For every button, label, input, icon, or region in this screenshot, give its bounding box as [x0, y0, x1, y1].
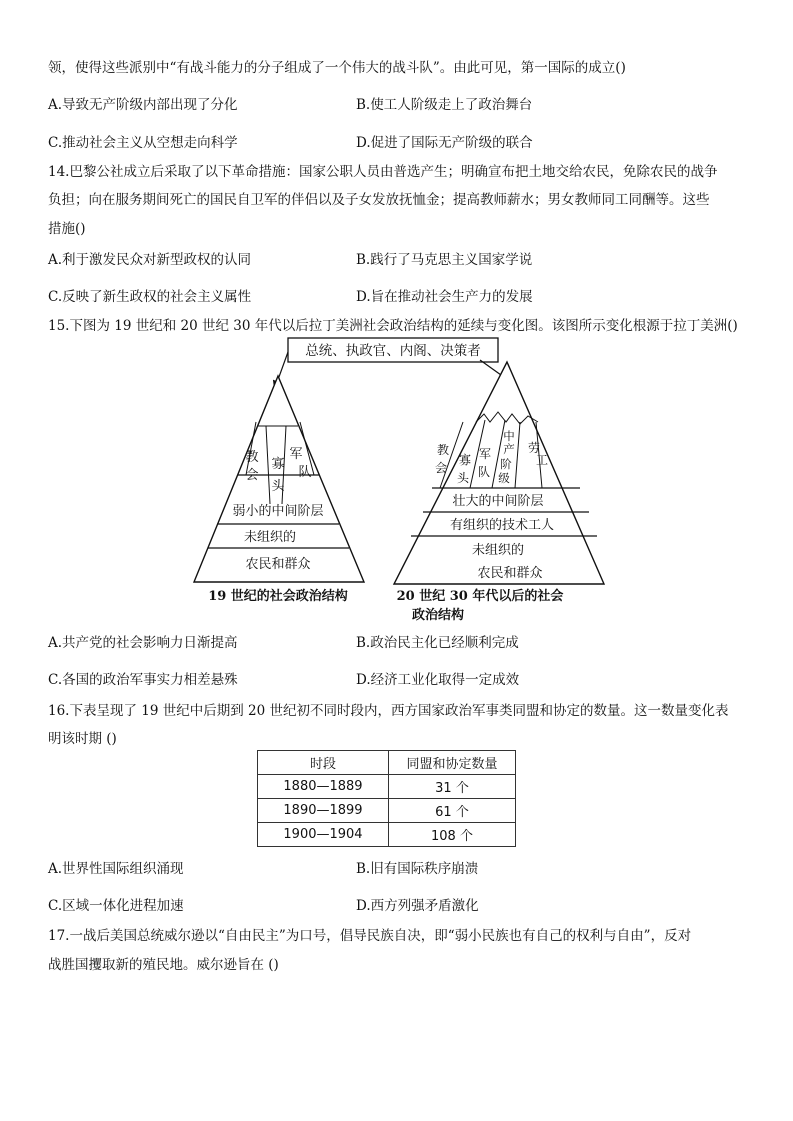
left-army-2: 队: [298, 465, 312, 480]
right-caption-line-1: 20 世纪 30 年代以后的社会: [396, 589, 564, 604]
right-workers-label: 有组织的技术工人: [449, 518, 555, 533]
right-caption-line-2: 政治结构: [411, 608, 465, 623]
q15-option-a[interactable]: A.共产党的社会影响力日渐提高: [48, 635, 238, 651]
q14-option-a[interactable]: A.利于激发民众对新型政权的认同: [48, 252, 252, 268]
top-box-label: 总统、执政官、内阁、决策者: [305, 343, 481, 359]
right-church-2: 会: [434, 461, 448, 475]
right-middle-class-4: 级: [498, 471, 510, 485]
alliance-table: [257, 750, 516, 847]
table-row: [258, 823, 516, 847]
q13-option-a[interactable]: A.导致无产阶级内部出现了分化: [48, 97, 238, 113]
q15-option-b[interactable]: B.政治民主化已经顺利完成: [356, 635, 519, 651]
q13-option-b[interactable]: B.使工人阶级走上了政治舞台: [356, 97, 533, 113]
table-cell: 108 个: [389, 823, 516, 847]
social-structure-diagram: [180, 336, 620, 626]
right-bottom-line-1: 未组织的: [471, 543, 525, 558]
table-cell: 1900—1904: [258, 823, 389, 847]
q16-option-c[interactable]: C.区域一体化进程加速: [48, 898, 184, 914]
q15-option-c[interactable]: C.各国的政治军事实力相差悬殊: [48, 672, 238, 688]
q16-option-a[interactable]: A.世界性国际组织涌现: [48, 861, 184, 877]
right-oligarch-2: 头: [456, 471, 470, 485]
q13-stem-tail: 领，使得这些派别中“有战斗能力的分子组成了一个伟大的战斗队”。由此可见，第一国际的成立(): [48, 60, 626, 76]
right-army-2: 队: [477, 465, 491, 479]
table-cell: 1890—1899: [258, 799, 389, 823]
right-church-1: 教: [436, 443, 450, 457]
q14-stem-line-3: 措施(): [48, 221, 86, 237]
left-bottom-line-2: 农民和群众: [245, 557, 311, 572]
q13-option-d[interactable]: D.促进了国际无产阶级的联合: [356, 135, 533, 151]
right-oligarch-1: 寡: [458, 453, 472, 467]
left-oligarch-2: 头: [271, 479, 285, 494]
right-labor-1: 劳: [527, 441, 541, 455]
table-row: [258, 799, 516, 823]
right-army-1: 军: [478, 447, 492, 461]
q16-stem-line-2: 明该时期 (): [48, 731, 117, 747]
table-header: 时段: [258, 751, 389, 775]
left-bottom-line-1: 未组织的: [243, 530, 297, 545]
right-bottom-line-2: 农民和群众: [477, 566, 543, 581]
left-army-1: 军: [289, 447, 303, 462]
table-cell: 31 个: [389, 775, 516, 799]
q16-stem-line-1: 16.下表呈现了 19 世纪中后期到 20 世纪初不同时段内，西方国家政治军事类同盟和协定的数量。这一数量变化表: [48, 703, 729, 719]
q16-option-b[interactable]: B.旧有国际秩序崩溃: [356, 861, 479, 877]
q14-option-d[interactable]: D.旨在推动社会生产力的发展: [356, 289, 533, 305]
left-oligarch-1: 寡: [271, 457, 285, 472]
right-middle-class-1: 中: [503, 429, 515, 443]
q17-stem-line-1: 17.一战后美国总统威尔逊以“自由民主”为口号，倡导民族自决，即“弱小民族也有自己的权利与自由”，反对: [48, 928, 692, 944]
table-header-row: [258, 751, 516, 775]
q17-stem-line-2: 战胜国攫取新的殖民地。威尔逊旨在 (): [48, 957, 279, 973]
table-cell: 61 个: [389, 799, 516, 823]
q14-option-c[interactable]: C.反映了新生政权的社会主义属性: [48, 289, 252, 305]
q13-option-c[interactable]: C.推动社会主义从空想走向科学: [48, 135, 238, 151]
q15-option-d[interactable]: D.经济工业化取得一定成效: [356, 672, 520, 688]
right-labor-2: 工: [535, 453, 549, 467]
q14-stem-line-2: 负担；向在服务期间死亡的国民自卫军的伴侣以及子女发放抚恤金；提高教师薪水；男女教师同工同酬等。这些: [48, 192, 710, 208]
q15-stem: 15.下图为 19 世纪和 20 世纪 30 年代以后拉丁美洲社会政治结构的延续与变化图。该图所示变化根源于拉丁美洲(): [48, 318, 738, 334]
q14-stem-line-1: 14.巴黎公社成立后采取了以下革命措施：国家公职人员由普选产生；明确宣布把土地交给农民，免除农民的战争: [48, 164, 718, 180]
left-caption: 19 世纪的社会政治结构: [208, 589, 348, 604]
left-church-2: 会: [245, 468, 259, 483]
right-middle-class-2: 产: [503, 442, 515, 456]
table-row: [258, 775, 516, 799]
right-middle-class-3: 阶: [500, 457, 512, 471]
right-middle-label: 壮大的中间阶层: [452, 494, 544, 509]
table-header: 同盟和协定数量: [389, 751, 516, 775]
left-church-1: 教: [245, 450, 259, 465]
q16-option-d[interactable]: D.西方列强矛盾激化: [356, 898, 479, 914]
q14-option-b[interactable]: B.践行了马克思主义国家学说: [356, 252, 533, 268]
table-cell: 1880—1889: [258, 775, 389, 799]
left-middle-label: 弱小的中间阶层: [232, 504, 324, 519]
